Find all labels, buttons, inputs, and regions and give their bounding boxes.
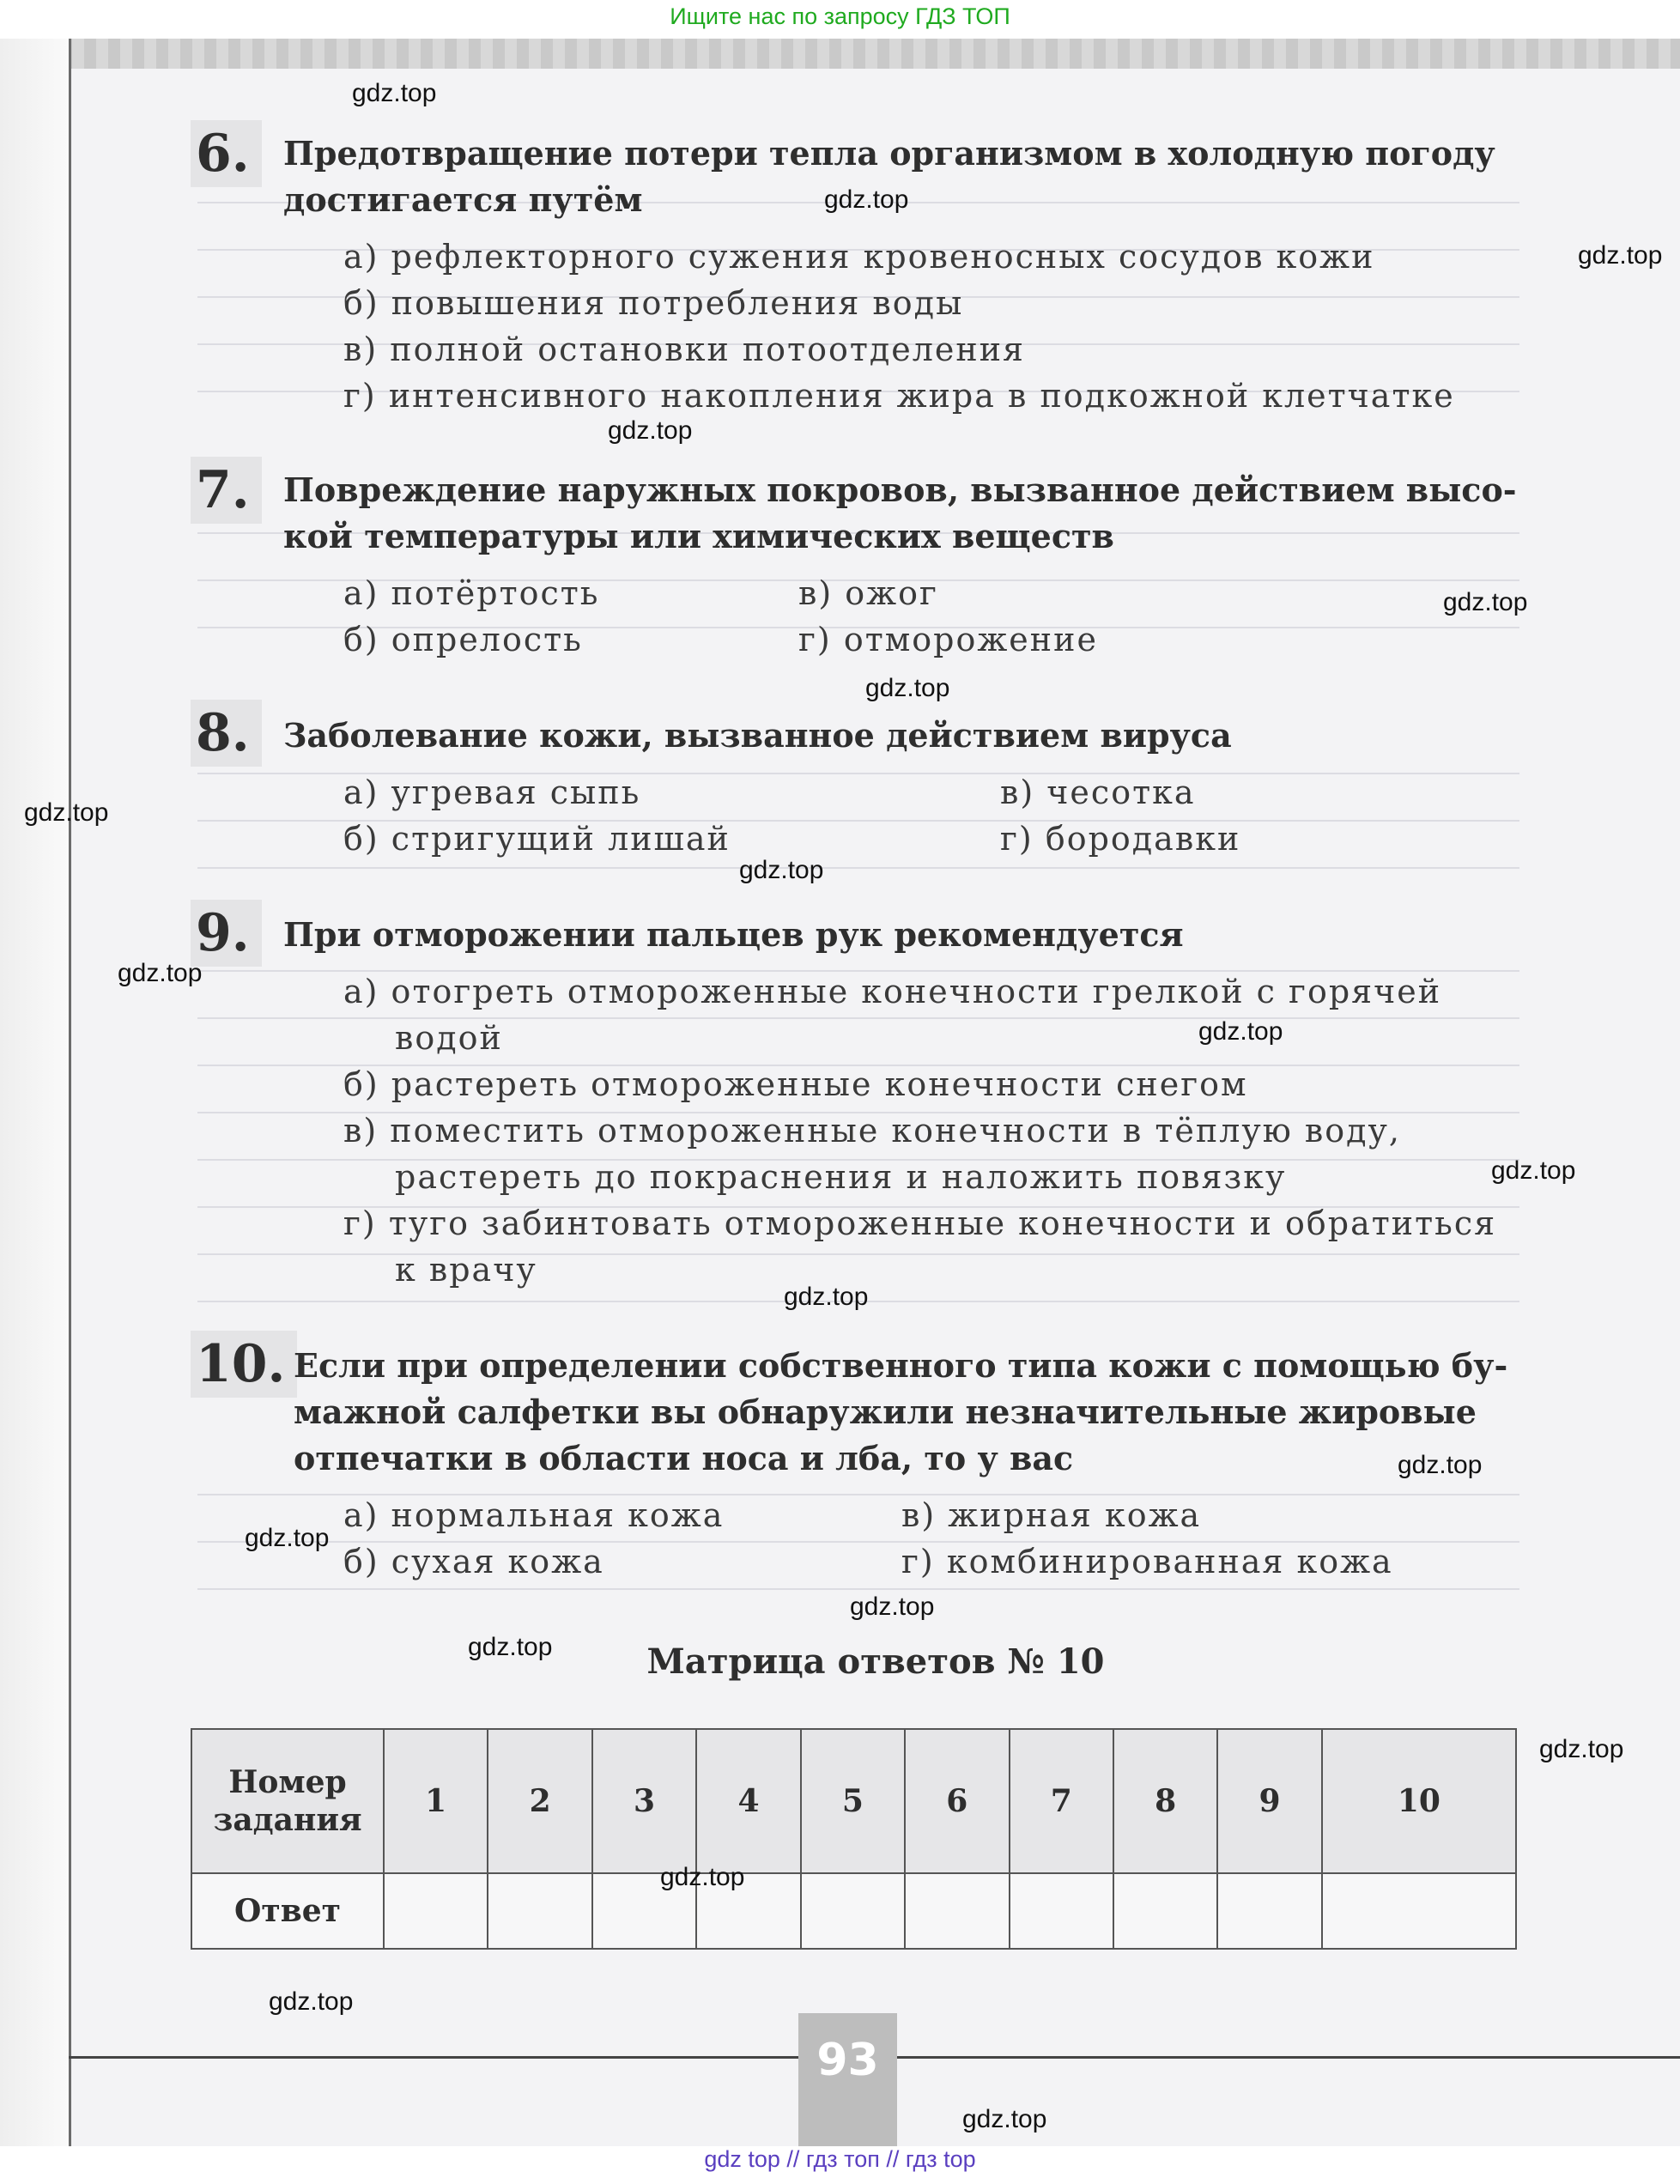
matrix-answer-header: Ответ xyxy=(191,1873,384,1949)
question-9-option-a-cont[interactable]: водой xyxy=(395,1019,503,1057)
question-7-line-2: кой температуры или химических веществ xyxy=(283,517,1114,555)
watermark: gdz.top xyxy=(824,185,909,214)
question-10-option-v[interactable]: в) жирная кожа xyxy=(901,1496,1202,1534)
question-10-number: 10. xyxy=(191,1331,297,1398)
question-10-line-2: мажной салфетки вы обнаружили незначительные жировые xyxy=(294,1392,1477,1431)
matrix-number-cell: 1 xyxy=(384,1729,488,1873)
watermark: gdz.top xyxy=(660,1863,745,1891)
question-9-option-a[interactable]: а) отогреть отмороженные конечности грелкой с горячей xyxy=(343,973,1442,1010)
question-6-option-v[interactable]: в) полной остановки потоотделения xyxy=(343,331,1025,368)
matrix-task-header-line-2: задания xyxy=(213,1802,362,1839)
matrix-answer-cell-6[interactable] xyxy=(905,1873,1009,1949)
matrix-answer-cell-10[interactable] xyxy=(1322,1873,1516,1949)
question-8-number: 8. xyxy=(191,700,262,767)
question-9-line-1: При отморожении пальцев рук рекомендуется xyxy=(283,915,1184,954)
matrix-number-cell: 8 xyxy=(1113,1729,1217,1873)
question-7-option-v[interactable]: в) ожог xyxy=(798,574,938,612)
watermark: gdz.top xyxy=(245,1524,330,1552)
question-6-number: 6. xyxy=(191,120,262,187)
question-7-option-g[interactable]: г) отморожение xyxy=(798,621,1098,658)
matrix-number-cell: 7 xyxy=(1010,1729,1113,1873)
question-7-option-a[interactable]: а) потёртость xyxy=(343,574,600,612)
watermark: gdz.top xyxy=(739,856,824,884)
question-7-option-b[interactable]: б) опрелость xyxy=(343,621,583,658)
watermark: gdz.top xyxy=(1398,1451,1483,1479)
question-6-option-g[interactable]: г) интенсивного накопления жира в подкожной клетчатке xyxy=(343,377,1455,415)
question-10-line-3: отпечатки в области носа и лба, то у вас xyxy=(294,1439,1074,1477)
question-6-line-2: достигается путём xyxy=(283,180,643,219)
watermark: gdz.top xyxy=(784,1283,869,1311)
matrix-number-cell: 9 xyxy=(1217,1729,1321,1873)
question-8-option-v[interactable]: в) чесотка xyxy=(1000,774,1196,811)
matrix-task-number-header xyxy=(191,1729,384,1873)
watermark: gdz.top xyxy=(608,416,693,445)
question-9-option-g-cont[interactable]: к врачу xyxy=(395,1251,537,1289)
question-8-line-1: Заболевание кожи, вызванное действием вируса xyxy=(283,716,1232,755)
watermark: gdz.top xyxy=(962,2105,1047,2133)
watermark: gdz.top xyxy=(865,674,950,702)
question-7-number: 7. xyxy=(191,457,262,524)
watermark: gdz.top xyxy=(1198,1017,1283,1046)
page-header-band xyxy=(0,39,1680,69)
matrix-answer-cell-9[interactable] xyxy=(1217,1873,1321,1949)
question-8-option-g[interactable]: г) бородавки xyxy=(1000,820,1241,858)
matrix-number-cell: 5 xyxy=(801,1729,905,1873)
matrix-answer-cell-8[interactable] xyxy=(1113,1873,1217,1949)
matrix-number-cell: 4 xyxy=(696,1729,800,1873)
matrix-answer-cell-1[interactable] xyxy=(384,1873,488,1949)
answer-matrix-title: Матрица ответов № 10 xyxy=(646,1641,1105,1682)
watermark: gdz.top xyxy=(468,1633,553,1661)
matrix-answer-cell-7[interactable] xyxy=(1010,1873,1113,1949)
question-8-option-a[interactable]: а) угревая сыпь xyxy=(343,774,641,811)
watermark: gdz.top xyxy=(850,1592,935,1621)
question-10-option-g[interactable]: г) комбинированная кожа xyxy=(901,1543,1393,1580)
watermark: gdz.top xyxy=(24,798,109,827)
matrix-number-cell: 3 xyxy=(592,1729,696,1873)
matrix-task-header-line-1: Номер xyxy=(228,1764,347,1801)
question-9-option-v[interactable]: в) поместить отмороженные конечности в тёплую воду, xyxy=(343,1112,1401,1150)
watermark: gdz.top xyxy=(1578,241,1663,270)
matrix-answer-cell-2[interactable] xyxy=(488,1873,591,1949)
watermark: gdz.top xyxy=(1491,1156,1576,1185)
question-6-option-a[interactable]: а) рефлекторного сужения кровеносных сосудов кожи xyxy=(343,238,1375,276)
book-spine xyxy=(0,39,71,2146)
question-9-option-b[interactable]: б) растереть отмороженные конечности снегом xyxy=(343,1065,1248,1103)
question-6-line-1: Предотвращение потери тепла организмом в холодную погоду xyxy=(283,134,1495,173)
matrix-answer-cell-5[interactable] xyxy=(801,1873,905,1949)
question-10-line-1: Если при определении собственного типа кожи с помощью бу- xyxy=(294,1346,1508,1385)
bottom-banner-link[interactable]: gdz top // гдз топ // гдз top xyxy=(704,2146,976,2172)
matrix-number-cell: 2 xyxy=(488,1729,591,1873)
matrix-number-cell: 6 xyxy=(905,1729,1009,1873)
matrix-header-row xyxy=(191,1729,1516,1873)
ruled-line xyxy=(197,867,1519,869)
watermark: gdz.top xyxy=(118,959,203,987)
question-10-option-a[interactable]: а) нормальная кожа xyxy=(343,1496,725,1534)
watermark: gdz.top xyxy=(1443,588,1528,616)
watermark: gdz.top xyxy=(1539,1735,1624,1763)
question-9-option-g[interactable]: г) туго забинтовать отмороженные конечности и обратиться xyxy=(343,1204,1497,1242)
question-9-number: 9. xyxy=(191,900,262,967)
question-9-option-v-cont[interactable]: растереть до покраснения и наложить повязку xyxy=(395,1158,1287,1196)
matrix-number-cell: 10 xyxy=(1322,1729,1516,1873)
watermark: gdz.top xyxy=(352,79,437,107)
answer-matrix-table xyxy=(191,1728,1517,1950)
ruled-line xyxy=(197,1588,1519,1590)
question-10-option-b[interactable]: б) сухая кожа xyxy=(343,1543,604,1580)
page-number: 93 xyxy=(798,2013,897,2146)
question-8-option-b[interactable]: б) стригущий лишай xyxy=(343,820,731,858)
matrix-answer-row xyxy=(191,1873,1516,1949)
watermark: gdz.top xyxy=(269,1987,354,2016)
top-banner-link[interactable]: Ищите нас по запросу ГДЗ ТОП xyxy=(670,3,1010,29)
question-6-option-b[interactable]: б) повышения потребления воды xyxy=(343,284,964,322)
question-7-line-1: Повреждение наружных покровов, вызванное действием высо- xyxy=(283,470,1517,509)
